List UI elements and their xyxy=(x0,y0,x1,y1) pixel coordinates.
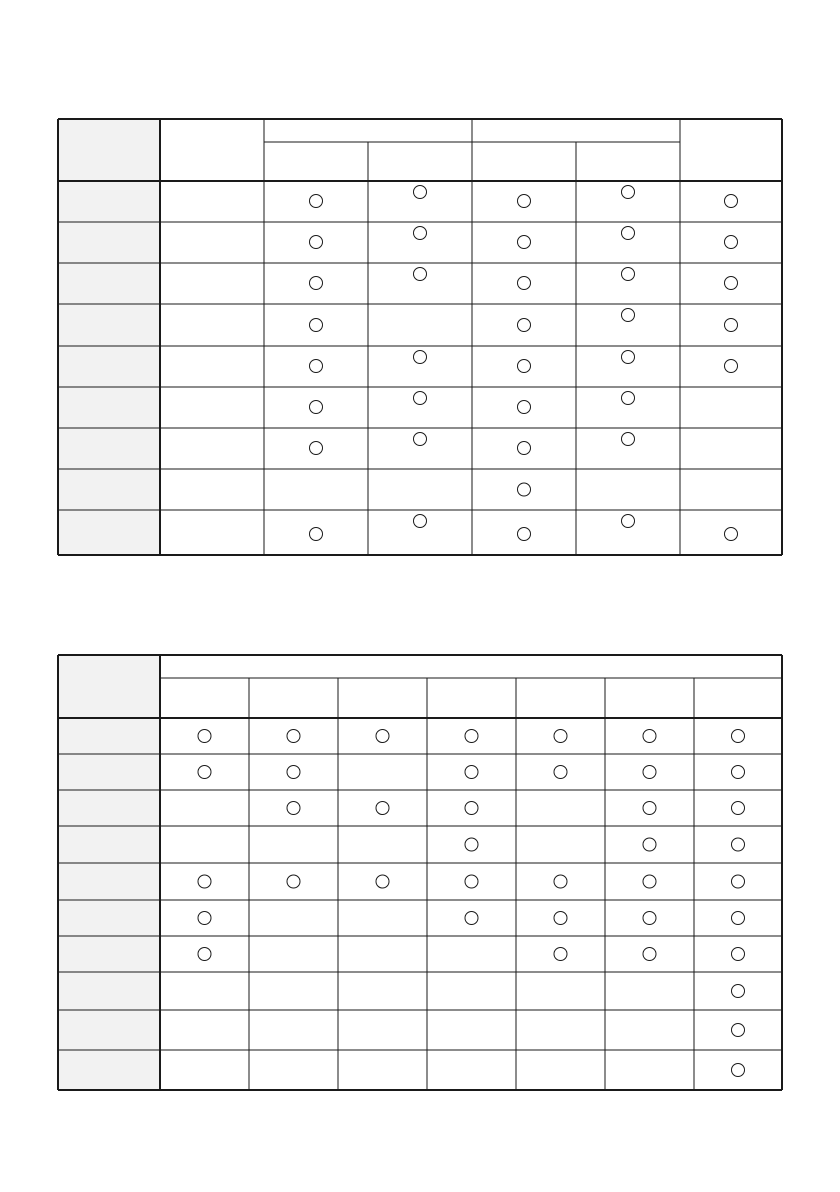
circle-mark-icon xyxy=(465,802,478,815)
circle-mark-icon xyxy=(732,838,745,851)
circle-mark-icon xyxy=(198,912,211,925)
circle-mark-icon xyxy=(732,766,745,779)
circle-mark-icon xyxy=(643,802,656,815)
circle-mark-icon xyxy=(554,875,567,888)
circle-mark-icon xyxy=(643,912,656,925)
circle-mark-icon xyxy=(732,802,745,815)
circle-mark-icon xyxy=(554,948,567,961)
circle-mark-icon xyxy=(198,875,211,888)
circle-mark-icon xyxy=(554,730,567,743)
circle-mark-icon xyxy=(643,875,656,888)
circle-mark-icon xyxy=(732,1024,745,1037)
circle-mark-icon xyxy=(732,730,745,743)
circle-mark-icon xyxy=(643,730,656,743)
circle-mark-icon xyxy=(732,1064,745,1077)
circle-mark-icon xyxy=(732,875,745,888)
circle-mark-icon xyxy=(732,948,745,961)
circle-mark-icon xyxy=(732,985,745,998)
circle-mark-icon xyxy=(732,912,745,925)
circle-mark-icon xyxy=(554,766,567,779)
circle-mark-icon xyxy=(198,766,211,779)
circle-mark-icon xyxy=(465,766,478,779)
circle-mark-icon xyxy=(198,948,211,961)
circle-mark-icon xyxy=(376,875,389,888)
circle-mark-icon xyxy=(643,948,656,961)
circle-mark-icon xyxy=(287,730,300,743)
circle-mark-icon xyxy=(465,838,478,851)
circle-mark-icon xyxy=(198,730,211,743)
circle-mark-icon xyxy=(643,766,656,779)
circle-mark-icon xyxy=(376,802,389,815)
circle-mark-icon xyxy=(287,802,300,815)
circle-mark-icon xyxy=(554,912,567,925)
circle-mark-icon xyxy=(643,838,656,851)
row-header-column xyxy=(58,655,160,1090)
circle-mark-icon xyxy=(376,730,389,743)
circle-mark-icon xyxy=(465,875,478,888)
circle-mark-icon xyxy=(287,766,300,779)
circle-mark-icon xyxy=(465,730,478,743)
circle-mark-icon xyxy=(287,875,300,888)
circle-mark-icon xyxy=(465,912,478,925)
